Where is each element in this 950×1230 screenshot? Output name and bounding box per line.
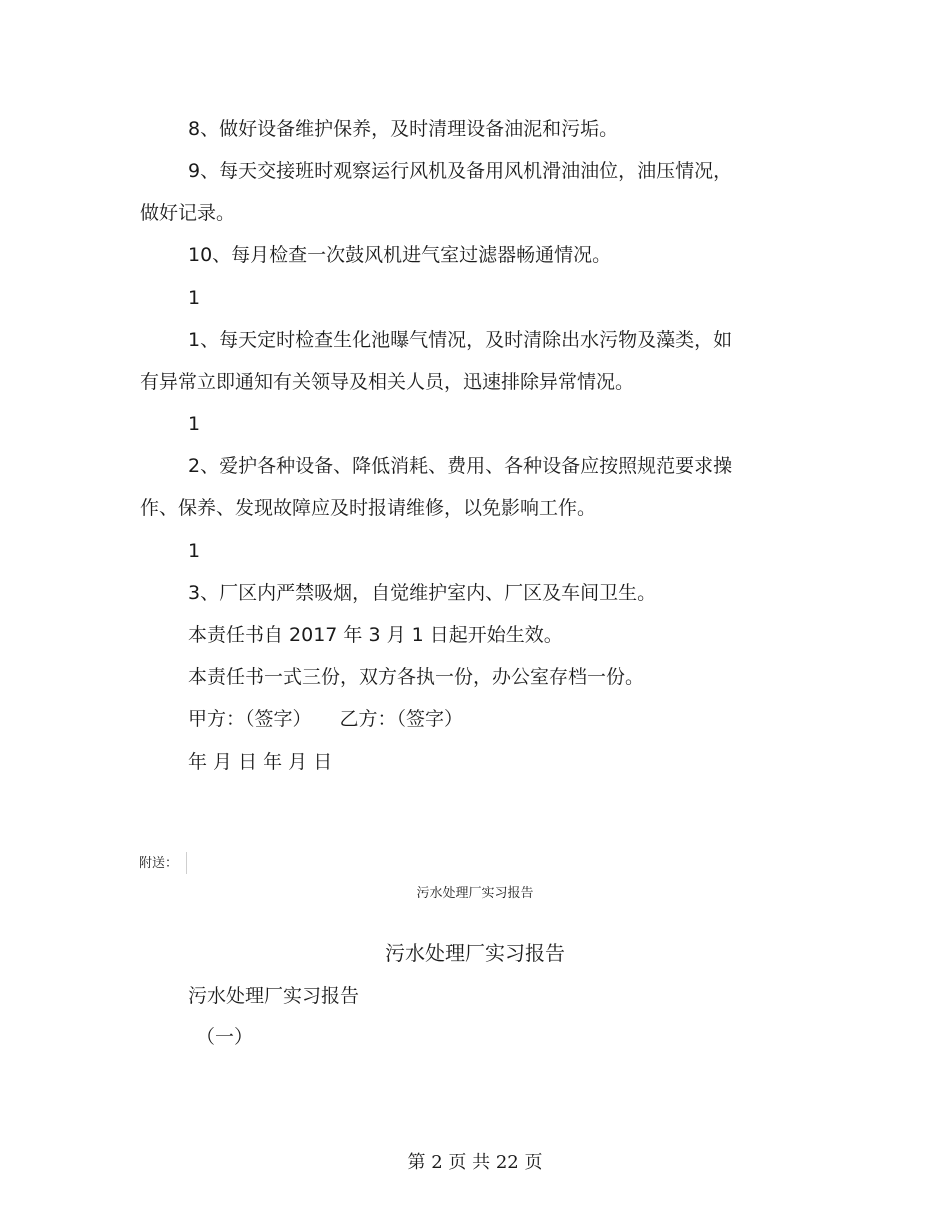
document-subtitle: 污水处理厂实习报告 <box>188 985 360 1007</box>
list-marker: 1 <box>188 540 201 562</box>
attachment-label: 附送： <box>139 856 179 871</box>
party-a-signature: 甲方：（签字） <box>188 708 312 730</box>
section-number: （一） <box>196 1026 254 1048</box>
item-12-line-1: 2、爱护各种设备、降低消耗、费用、各种设备应按照规范要求操 <box>188 455 733 477</box>
item-11-line-1: 1、每天定时检查生化池曝气情况，及时清除出水污物及藻类，如 <box>188 329 733 351</box>
copies-text: 本责任书一式三份，双方各执一份，办公室存档一份。 <box>188 666 645 688</box>
item-13: 3、厂区内严禁吸烟，自觉维护室内、厂区及车间卫生。 <box>188 582 657 604</box>
effective-date-text: 本责任书自 2017 年 3 月 1 日起开始生效。 <box>188 624 563 646</box>
signature-line <box>188 706 463 732</box>
list-marker: 1 <box>188 413 201 435</box>
item-11-line-2: 有异常立即通知有关领导及相关人员，迅速排除异常情况。 <box>140 371 635 393</box>
attachment-header: 污水处理厂实习报告 <box>416 886 534 901</box>
party-b-signature: 乙方：（签字） <box>339 708 464 730</box>
item-10: 10、每月检查一次鼓风机进气室过滤器畅通情况。 <box>188 244 612 266</box>
divider <box>186 852 187 874</box>
document-title: 污水处理厂实习报告 <box>385 941 565 965</box>
item-9-line-2: 做好记录。 <box>140 202 236 224</box>
item-9-line-1: 9、每天交接班时观察运行风机及备用风机滑油油位，油压情况， <box>188 160 733 182</box>
page-footer: 第 2 页 共 22 页 <box>407 1152 543 1173</box>
date-line: 年 月 日 年 月 日 <box>188 751 333 773</box>
item-8: 8、做好设备维护保养，及时清理设备油泥和污垢。 <box>188 118 619 140</box>
list-marker: 1 <box>188 287 201 309</box>
item-12-line-2: 作、保养、发现故障应及时报请维修，以免影响工作。 <box>140 497 597 519</box>
